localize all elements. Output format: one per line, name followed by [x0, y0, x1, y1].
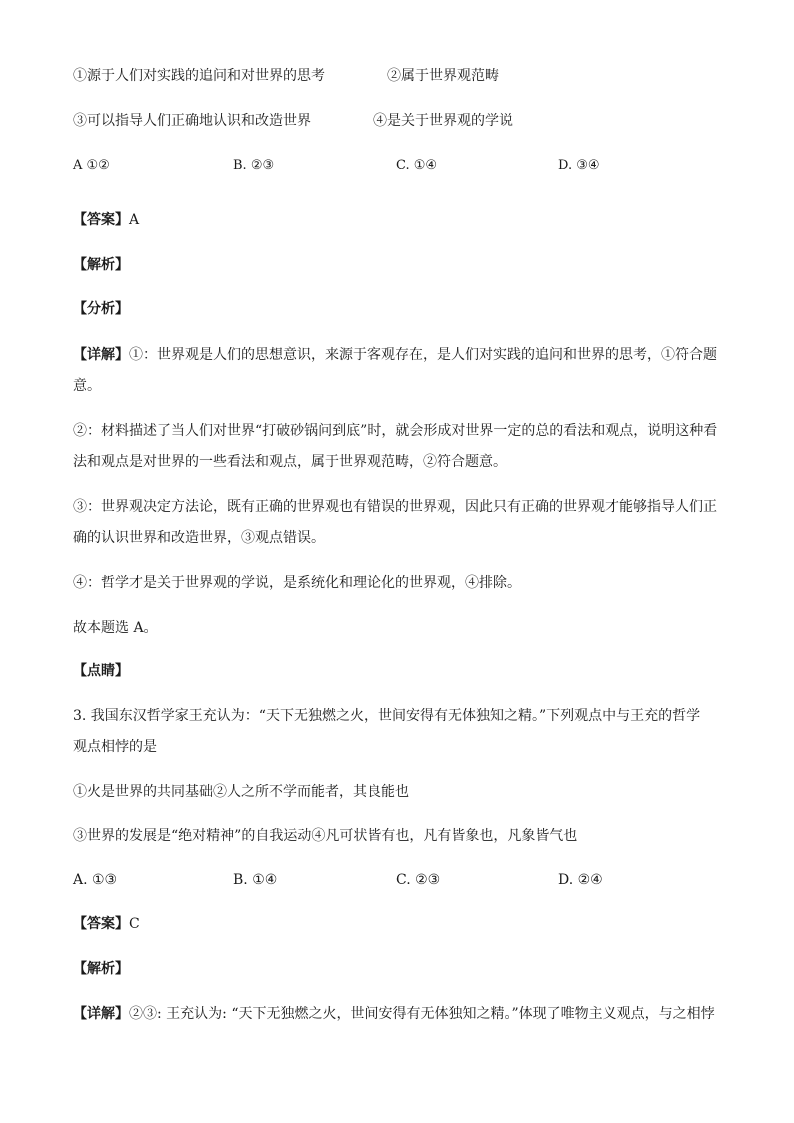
fenxi-tag: 【分析】	[73, 301, 129, 317]
detail-paragraph	[73, 345, 717, 365]
option-b: B. ①④	[233, 872, 278, 888]
statement-1: ①源于人们对实践的追问和对世界的思考	[73, 68, 325, 84]
answer-value: A	[129, 212, 140, 228]
answer-tag: 【答案】	[73, 212, 129, 228]
detail-text: ①：世界观是人们的思想意识，来源于客观存在，是人们对实践的追问和世界的思考，①符合题	[129, 347, 717, 363]
statement-row: ①火是世界的共同基础②人之所不学而能者，其良能也	[73, 784, 409, 800]
question-stem: 观点相悖的是	[73, 739, 157, 755]
statement-2: ②属于世界观范畴	[387, 68, 499, 84]
option-c: C. ②③	[396, 872, 441, 888]
statement-row: ③世界的发展是“绝对精神”的自我运动④凡可状皆有也，凡有皆象也，凡象皆气也	[73, 828, 578, 844]
detail-tag: 【详解】	[73, 1006, 129, 1022]
option-c: C. ①④	[396, 158, 438, 173]
statement-4: ④是关于世界观的学说	[373, 113, 513, 129]
detail-text: ③：世界观决定方法论，既有正确的世界观也有错误的世界观，因此只有正确的世界观才能够指导人们正	[73, 499, 717, 515]
detail-text: ②③: 王充认为: “天下无独燃之火，世间安得有无体独知之精。”体现了唯物主义观点，与之相悖	[129, 1006, 715, 1022]
answer-tag: 【答案】	[73, 916, 129, 932]
detail-text: ④：哲学才是关于世界观的学说，是系统化和理论化的世界观，④排除。	[73, 575, 521, 591]
statement-3: ③可以指导人们正确地认识和改造世界	[73, 113, 311, 129]
detail-text: 法和观点是对世界的一些看法和观点，属于世界观范畴，②符合题意。	[73, 454, 507, 470]
dianjing-tag: 【点睛】	[73, 663, 129, 679]
detail-text: ②：材料描述了当人们对世界“打破砂锅问到底”时，就会形成对世界一定的总的看法和观点，说明这种看	[73, 423, 718, 439]
option-d: D. ③④	[558, 158, 600, 173]
option-a: A ①②	[73, 158, 110, 173]
analysis-tag: 【解析】	[73, 257, 129, 273]
option-d: D. ②④	[558, 872, 603, 888]
detail-tag: 【详解】	[73, 347, 129, 363]
conclusion-text: 故本题选 A。	[73, 620, 158, 636]
question-stem: 3. 我国东汉哲学家王充认为：“天下无独燃之火，世间安得有无体独知之精。”下列观点中与王充的哲学	[73, 708, 701, 724]
option-b: B. ②③	[233, 158, 275, 173]
answer-line	[73, 914, 140, 934]
detail-paragraph	[73, 1004, 715, 1024]
detail-text: 意。	[73, 378, 101, 394]
answer-value: C	[129, 916, 140, 932]
option-a: A. ①③	[73, 872, 118, 888]
detail-text: 确的认识世界和改造世界，③观点错误。	[73, 530, 325, 546]
analysis-tag: 【解析】	[73, 961, 129, 977]
answer-line	[73, 210, 139, 230]
